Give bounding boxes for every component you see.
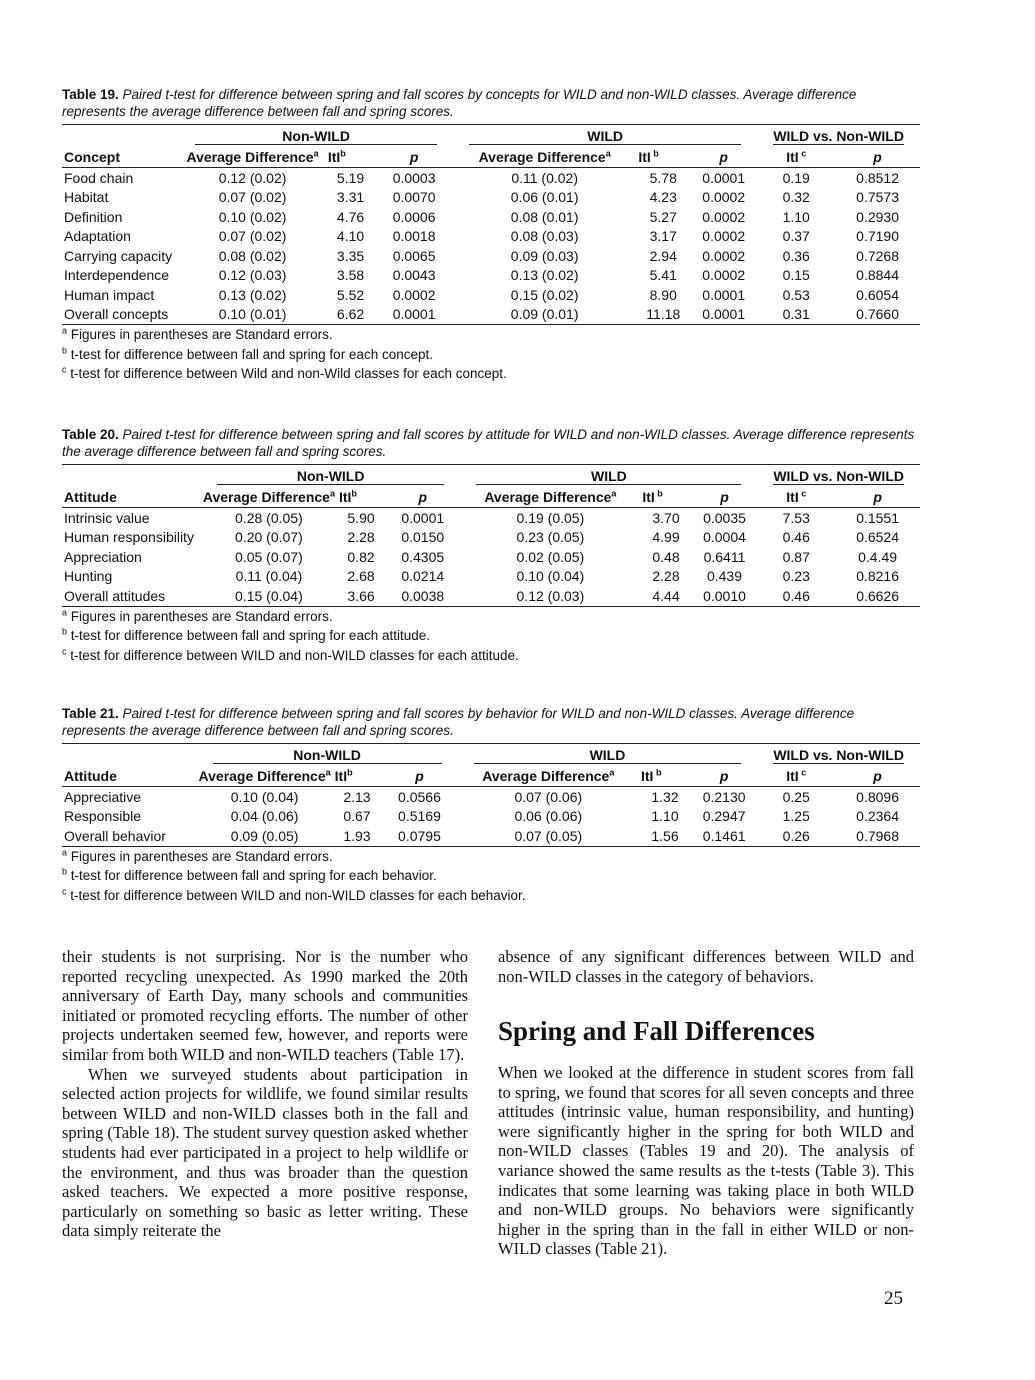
cell-w-t: 5.27 — [649, 208, 677, 225]
cell-w-avg: 0.09 (0.01) — [453, 305, 636, 325]
left-column — [62, 947, 468, 1241]
cell-nw-p: 0.0795 — [381, 826, 457, 846]
col-header-p: p — [835, 487, 920, 508]
cell-nw-avg: 0.05 (0.07) — [235, 548, 303, 565]
table-footnotes: $^a$ Figures in parentheses are Standard errors. $^b$ t-test for difference between fall and spring for each concept. $^c$ t-test for difference between Wild and non-Wild classes for each concept. — [62, 325, 507, 381]
cell-nw-avg: 0.15 (0.04) — [201, 586, 337, 606]
cell-vs-p: 0.6054 — [856, 286, 899, 303]
cell-nw-avg: 0.13 (0.02) — [218, 286, 287, 303]
cell-nw-avg: 0.10 (0.01) — [179, 305, 326, 325]
table-21 — [62, 743, 920, 847]
cell-w-t: 5.78 — [649, 169, 677, 186]
cell-w-p: 0.2130 — [702, 788, 746, 805]
group-header-vs: WILD vs. Non-WILD — [773, 127, 904, 144]
col-header-p: p — [691, 766, 757, 787]
col-header-avg: Average Difference$^a$ — [453, 147, 636, 168]
cell-vs-p: 0.8096 — [856, 788, 899, 805]
group-header-non-wild: Non-WILD — [213, 747, 442, 764]
cell-nw-p: 0.0214 — [401, 568, 445, 585]
table-21-block — [62, 705, 920, 905]
cell-nw-t: 0.67 — [343, 808, 371, 825]
cell-vs-p: 0.8844 — [856, 267, 899, 284]
table-row — [62, 227, 920, 247]
cell-nw-p: 0.0018 — [392, 228, 436, 245]
cell-w-t: 1.32 — [651, 788, 679, 805]
col-header-p: p — [690, 147, 757, 168]
cell-vs-t: 0.19 — [782, 169, 810, 186]
cell-nw-p: 0.0003 — [392, 169, 436, 186]
cell-vs-t: 0.26 — [757, 826, 835, 846]
cell-w-p: 0.0001 — [690, 305, 757, 325]
cell-vs-t: 0.53 — [782, 286, 810, 303]
col-header-avg: Average Difference$^a$ — [197, 766, 333, 787]
group-header-non-wild: Non-WILD — [217, 468, 445, 485]
cell-nw-p: 0.0006 — [392, 208, 436, 225]
cell-w-p: 0.0004 — [703, 529, 746, 546]
row-label: Human responsibility — [64, 529, 194, 546]
cell-w-avg: 0.10 (0.04) — [516, 568, 585, 585]
table-row — [62, 508, 920, 528]
paragraph: When we looked at the difference in student scores from fall to spring, we found that scores for all seven concepts and three attitudes (intrinsic value, human responsibility, and hunting) were significantly higher in the spring for both WILD and non-WILD classes (Tables 19 and 20). The analysis of variance showed the same results as the t-tests (Table 3). This indicates that some learning was taking place in both WILD and non-WILD groups. No behaviors were significantly higher in the spring than in the fall in either WILD or non-WILD classes (Table 21). — [498, 1063, 914, 1259]
cell-nw-t: 3.58 — [336, 267, 365, 284]
cell-w-p: 0.0001 — [702, 286, 746, 303]
col-header-t: ItI $^b$ — [636, 147, 690, 168]
cell-nw-avg: 0.09 (0.05) — [197, 826, 333, 846]
cell-nw-avg: 0.11 (0.04) — [235, 568, 303, 585]
cell-vs-t: 1.10 — [782, 208, 810, 225]
right-column — [498, 1063, 914, 1259]
col-header-avg: Average Difference$^a$ — [458, 766, 639, 787]
cell-nw-avg: 0.08 (0.02) — [218, 247, 287, 264]
cell-vs-p: 0.1551 — [856, 509, 900, 526]
row-label: Hunting — [64, 568, 113, 585]
cell-w-avg: 0.02 (0.05) — [516, 548, 585, 565]
cell-nw-t: 2.28 — [347, 529, 375, 546]
cell-w-t: 4.44 — [640, 586, 691, 606]
cell-nw-t: 3.66 — [337, 586, 385, 606]
cell-w-t: 4.99 — [652, 529, 680, 546]
col-header-avg: Average Difference$^a$ — [460, 487, 640, 508]
cell-nw-p: 0.0065 — [392, 247, 436, 264]
table-caption: Table 21. Paired t-test for difference between spring and fall scores by behavior for WILD and non-WILD classes. Average difference represents the average difference between fall and spring scores. — [62, 706, 855, 738]
col-header-concept: Concept — [62, 147, 179, 168]
cell-w-avg: 0.07 (0.05) — [458, 826, 639, 846]
cell-w-t: 2.94 — [649, 247, 677, 264]
table-caption: Table 20. Paired t-test for difference between spring and fall scores by attitude for WILD and non-WILD classes. Average difference represents the average difference between fall and spring scores. — [62, 427, 915, 459]
table-footnotes: $^a$ Figures in parentheses are Standard errors. $^b$ t-test for difference between fall and spring for each behavior. $^c$ t-test for difference between WILD and non-WILD classes for each behavior. — [62, 847, 526, 903]
col-header-attitude: Attitude — [62, 766, 197, 787]
cell-nw-p: 0.0566 — [398, 788, 441, 805]
cell-nw-t: 2.68 — [347, 568, 375, 585]
row-label: Overall behavior — [62, 826, 197, 846]
group-header-wild: WILD — [474, 747, 742, 764]
table-caption: Table 19. Paired t-test for difference between spring and fall scores by concepts for WILD and non-WILD classes. Average difference represents the average difference between fall and spring scores. — [62, 87, 857, 119]
col-header-p: p — [385, 487, 460, 508]
row-label: Intrinsic value — [64, 509, 150, 526]
table-row — [62, 547, 920, 567]
table-row — [62, 207, 920, 227]
cell-nw-avg: 0.07 (0.02) — [218, 189, 287, 206]
row-label: Responsible — [64, 808, 142, 825]
cell-vs-t: 0.15 — [782, 267, 810, 284]
table-row — [62, 305, 920, 325]
cell-nw-t: 5.19 — [336, 169, 365, 186]
cell-nw-p: 0.0070 — [392, 189, 436, 206]
cell-w-t: 3.17 — [649, 228, 677, 245]
cell-vs-p: 0.7660 — [835, 305, 920, 325]
row-label: Overall attitudes — [62, 586, 201, 606]
cell-nw-t: 4.10 — [336, 228, 365, 245]
cell-w-t: 4.23 — [649, 189, 677, 206]
cell-nw-avg: 0.10 (0.04) — [230, 788, 299, 805]
right-column-top — [498, 947, 914, 986]
cell-w-p: 0.439 — [706, 568, 743, 585]
paragraph: their students is not surprising. Nor is the number who reported recycling unexpected. As 1990 marked the 20th anniversary of Earth Day, many schools and communities initiated or promoted recycling efforts. The number of other projects undertaken seemed few, however, and reports were similar from both WILD and non-WILD teachers (Table 17). — [62, 947, 468, 1064]
cell-w-avg: 0.12 (0.03) — [460, 586, 640, 606]
cell-nw-avg: 0.10 (0.02) — [218, 208, 287, 225]
cell-w-p: 0.0002 — [702, 247, 746, 264]
cell-vs-t: 7.53 — [782, 509, 810, 526]
row-label: Carrying capacity — [64, 247, 173, 264]
table-row — [62, 586, 920, 606]
cell-vs-p: 0.8512 — [856, 169, 899, 186]
cell-nw-p: 0.0002 — [392, 286, 436, 303]
cell-w-avg: 0.08 (0.03) — [510, 228, 579, 245]
col-header-p: p — [835, 147, 920, 168]
col-header-avg: Average Difference$^a$ — [201, 487, 337, 508]
cell-vs-p: 0.4.49 — [858, 548, 898, 565]
cell-w-p: 0.0002 — [702, 267, 746, 284]
table-row — [62, 246, 920, 266]
cell-vs-p: 0.6626 — [835, 586, 920, 606]
cell-w-avg: 0.09 (0.03) — [510, 247, 579, 264]
cell-vs-p: 0.2364 — [856, 808, 899, 825]
col-header-t: ItI $^c$ — [757, 766, 835, 787]
cell-nw-t: 6.62 — [326, 305, 375, 325]
cell-nw-avg: 0.12 (0.03) — [218, 267, 287, 284]
cell-w-t: 0.48 — [652, 548, 680, 565]
cell-w-avg: 0.07 (0.06) — [514, 788, 583, 805]
col-header-t: ItI$^b$ — [333, 766, 382, 787]
table-19-block — [62, 86, 920, 384]
table-row — [62, 787, 920, 807]
col-header-p: p — [375, 147, 453, 168]
cell-nw-p: 0.5169 — [398, 808, 441, 825]
cell-w-p: 0.0010 — [692, 586, 758, 606]
table-row — [62, 168, 920, 188]
table-20-block — [62, 426, 920, 665]
section-heading: Spring and Fall Differences — [498, 1016, 815, 1046]
row-label: Overall concepts — [62, 305, 179, 325]
cell-w-avg: 0.19 (0.05) — [516, 509, 585, 526]
group-header-wild: WILD — [476, 468, 741, 485]
col-header-t: ItI$^b$ — [337, 487, 385, 508]
cell-w-p: 0.0002 — [702, 228, 746, 245]
cell-w-t: 11.18 — [636, 305, 690, 325]
cell-vs-t: 1.25 — [782, 808, 810, 825]
col-header-p: p — [692, 487, 758, 508]
table-row — [62, 567, 920, 587]
cell-vs-t: 0.46 — [782, 529, 810, 546]
row-label: Adaptation — [64, 228, 131, 245]
row-label: Appreciation — [64, 548, 142, 565]
cell-vs-t: 0.32 — [782, 189, 810, 206]
cell-nw-t: 0.82 — [347, 548, 375, 565]
cell-nw-t: 5.90 — [347, 509, 375, 526]
cell-vs-t: 0.87 — [782, 548, 810, 565]
cell-nw-p: 0.0001 — [375, 305, 453, 325]
cell-nw-avg: 0.20 (0.07) — [235, 529, 303, 546]
cell-nw-p: 0.0150 — [401, 529, 445, 546]
cell-w-t: 8.90 — [649, 286, 677, 303]
cell-nw-p: 0.4305 — [401, 548, 445, 565]
cell-nw-t: 5.52 — [336, 286, 365, 303]
cell-nw-p: 0.0001 — [401, 509, 445, 526]
cell-nw-t: 3.31 — [336, 189, 365, 206]
cell-vs-p: 0.6524 — [856, 529, 900, 546]
cell-vs-p: 0.7190 — [856, 228, 899, 245]
cell-vs-p: 0.7573 — [856, 189, 899, 206]
cell-nw-t: 4.76 — [336, 208, 365, 225]
paragraph: When we surveyed students about participation in selected action projects for wildlife, we found similar results between WILD and non-WILD classes both in the fall and spring (Table 18). The student survey question asked whether students had ever participated in a project to help wildlife or the environment, and thus was broader than the question asked teachers. We expected a more positive response, particularly on something so basic as letter writing. These data simply reiterate the — [62, 1064, 468, 1241]
table-row — [62, 188, 920, 208]
cell-vs-p: 0.2930 — [856, 208, 899, 225]
row-label: Human impact — [64, 286, 155, 303]
cell-nw-t: 3.35 — [336, 247, 365, 264]
cell-w-p: 0.0002 — [702, 208, 746, 225]
cell-w-t: 1.10 — [651, 808, 679, 825]
row-label: Definition — [64, 208, 123, 225]
cell-w-t: 1.56 — [639, 826, 691, 846]
cell-w-avg: 0.06 (0.06) — [514, 808, 583, 825]
cell-w-avg: 0.23 (0.05) — [516, 529, 585, 546]
cell-nw-avg: 0.12 (0.02) — [218, 169, 287, 186]
paragraph: absence of any significant differences between WILD and non-WILD classes in the category of behaviors. — [498, 947, 914, 986]
cell-nw-p: 0.0043 — [392, 267, 436, 284]
cell-nw-t: 1.93 — [333, 826, 382, 846]
cell-w-t: 5.41 — [649, 267, 677, 284]
cell-w-p: 0.0002 — [702, 189, 746, 206]
cell-nw-avg: 0.04 (0.06) — [230, 808, 299, 825]
row-label: Interdependence — [64, 267, 170, 284]
cell-vs-p: 0.8216 — [856, 568, 900, 585]
group-header-non-wild: Non-WILD — [195, 128, 437, 145]
table-row — [62, 528, 920, 548]
cell-w-p: 0.1461 — [691, 826, 757, 846]
row-label: Habitat — [64, 189, 109, 206]
table-20 — [62, 464, 920, 607]
col-header-t: ItI $^c$ — [757, 487, 835, 508]
col-header-p: p — [381, 766, 457, 787]
cell-vs-t: 0.37 — [782, 228, 810, 245]
cell-nw-p: 0.0038 — [385, 586, 460, 606]
table-row — [62, 826, 920, 846]
table-row — [62, 266, 920, 286]
group-header-vs: WILD vs. Non-WILD — [773, 467, 904, 484]
cell-nw-avg: 0.28 (0.05) — [235, 509, 303, 526]
table-footnotes: $^a$ Figures in parentheses are Standard errors. $^b$ t-test for difference between fall and spring for each attitude. $^c$ t-test for difference between WILD and non-WILD classes for each attitude. — [62, 607, 519, 663]
cell-vs-p: 0.7968 — [835, 826, 920, 846]
col-header-t: ItI $^b$ — [640, 487, 691, 508]
cell-vs-t: 0.25 — [782, 788, 810, 805]
cell-w-p: 0.2947 — [702, 808, 746, 825]
cell-w-avg: 0.08 (0.01) — [510, 208, 579, 225]
table-19 — [62, 124, 920, 325]
table-row — [62, 285, 920, 305]
cell-vs-p: 0.7268 — [856, 247, 899, 264]
col-header-p: p — [835, 766, 920, 787]
cell-nw-avg: 0.07 (0.02) — [218, 228, 287, 245]
cell-vs-t: 0.31 — [757, 305, 835, 325]
cell-w-t: 3.70 — [652, 509, 680, 526]
col-header-t: ItI $^b$ — [639, 766, 691, 787]
cell-w-t: 2.28 — [652, 568, 680, 585]
cell-vs-t: 0.36 — [782, 247, 810, 264]
cell-w-avg: 0.06 (0.01) — [510, 189, 579, 206]
cell-vs-t: 0.23 — [782, 568, 810, 585]
col-header-t: ItI $^c$ — [757, 147, 835, 168]
row-label: Appreciative — [64, 788, 142, 805]
cell-w-avg: 0.13 (0.02) — [510, 267, 579, 284]
cell-nw-t: 2.13 — [343, 788, 371, 805]
cell-vs-t: 0.46 — [757, 586, 835, 606]
col-header-avg: Average Difference$^a$ — [179, 147, 326, 168]
col-header-attitude: Attitude — [62, 487, 201, 508]
cell-w-p: 0.0035 — [703, 509, 746, 526]
cell-w-p: 0.0001 — [702, 169, 746, 186]
cell-w-p: 0.6411 — [703, 548, 746, 565]
row-label: Food chain — [64, 169, 134, 186]
cell-w-avg: 0.15 (0.02) — [510, 286, 579, 303]
cell-w-avg: 0.11 (0.02) — [511, 169, 578, 186]
group-header-vs: WILD vs. Non-WILD — [773, 746, 904, 763]
table-row — [62, 807, 920, 827]
page-number: 25 — [884, 1288, 903, 1309]
group-header-wild: WILD — [469, 128, 741, 145]
col-header-t: ItI$^b$ — [326, 147, 375, 168]
